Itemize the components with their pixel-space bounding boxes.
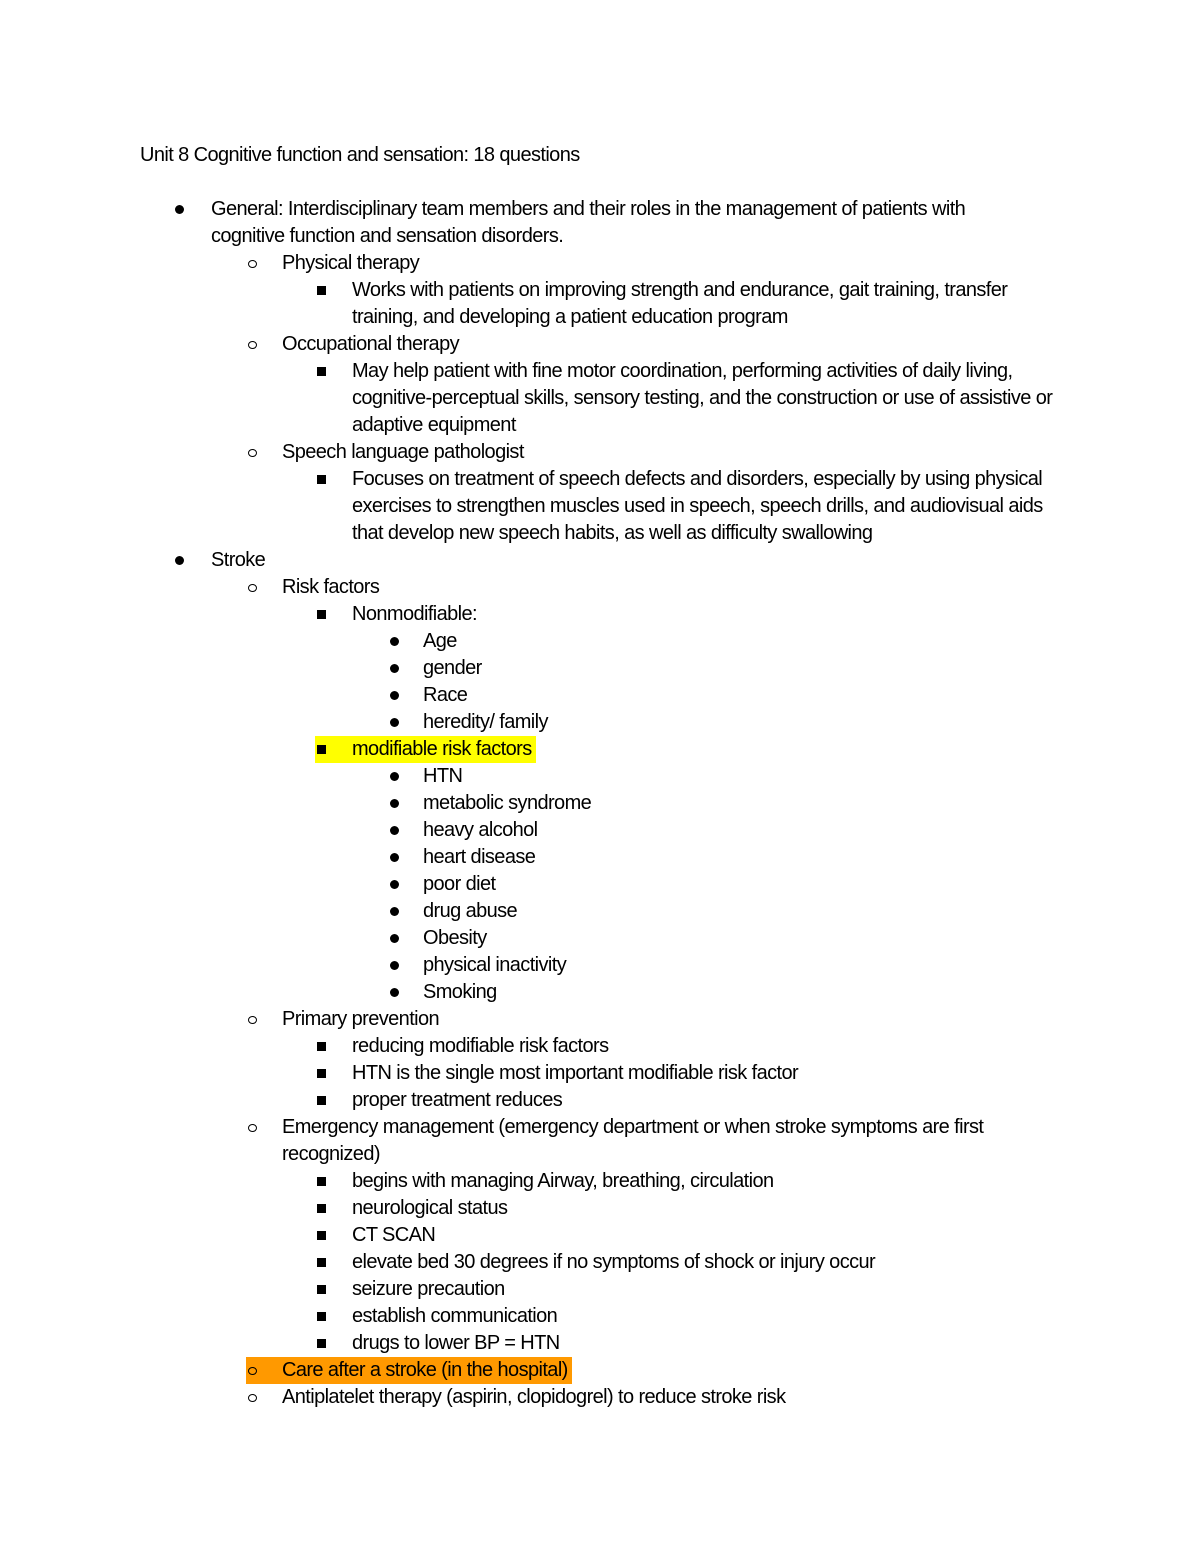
bullet-disc-icon bbox=[390, 817, 399, 844]
bullet-circle-icon bbox=[248, 1006, 257, 1033]
bullet-square-icon bbox=[317, 466, 326, 493]
bullet-disc-icon bbox=[175, 196, 184, 223]
list-item bbox=[0, 1357, 1200, 1384]
list-item bbox=[0, 1195, 1200, 1222]
list-item-text: Works with patients on improving strength and endurance, gait training, transfer training, and developing a patient education program bbox=[352, 279, 1008, 328]
list-item bbox=[0, 682, 1200, 709]
bullet-square-icon bbox=[317, 358, 326, 385]
bullet-square-icon bbox=[317, 736, 326, 763]
bullet-circle-icon bbox=[248, 1357, 257, 1384]
list-item-text: heart disease bbox=[423, 846, 536, 868]
list-item bbox=[0, 547, 1200, 574]
bullet-square-icon bbox=[317, 1276, 326, 1303]
list-item-text: drug abuse bbox=[423, 900, 518, 922]
list-item-text: Stroke bbox=[211, 549, 266, 571]
list-item-text: modifiable risk factors bbox=[352, 738, 532, 760]
list-item bbox=[0, 277, 1200, 331]
list-item-text: poor diet bbox=[423, 873, 496, 895]
bullet-square-icon bbox=[317, 1303, 326, 1330]
list-item-text: Obesity bbox=[423, 927, 487, 949]
list-item bbox=[0, 952, 1200, 979]
bullet-circle-icon bbox=[248, 331, 257, 358]
list-item bbox=[0, 1330, 1200, 1357]
list-item bbox=[0, 1384, 1200, 1411]
list-item-text: General: Interdisciplinary team members and their roles in the management of patients with cognitive function and sensation disorders. bbox=[211, 198, 966, 247]
list-item-text: neurological status bbox=[352, 1197, 508, 1219]
list-item-text: HTN bbox=[423, 765, 463, 787]
list-item-text: heavy alcohol bbox=[423, 819, 538, 841]
bullet-disc-icon bbox=[390, 952, 399, 979]
bullet-disc-icon bbox=[390, 682, 399, 709]
list-item bbox=[0, 709, 1200, 736]
list-item-text: Antiplatelet therapy (aspirin, clopidogrel) to reduce stroke risk bbox=[282, 1386, 786, 1408]
list-item bbox=[0, 871, 1200, 898]
bullet-disc-icon bbox=[390, 628, 399, 655]
list-item bbox=[0, 736, 1200, 763]
bullet-square-icon bbox=[317, 277, 326, 304]
bullet-circle-icon bbox=[248, 574, 257, 601]
bullet-square-icon bbox=[317, 1330, 326, 1357]
list-item bbox=[0, 1249, 1200, 1276]
bullet-square-icon bbox=[317, 1033, 326, 1060]
bullet-disc-icon bbox=[390, 979, 399, 1006]
list-item-text: Smoking bbox=[423, 981, 497, 1003]
list-item bbox=[0, 358, 1200, 439]
list-item bbox=[0, 196, 1200, 250]
list-item-text: Race bbox=[423, 684, 468, 706]
list-item-text: CT SCAN bbox=[352, 1224, 436, 1246]
list-item bbox=[0, 817, 1200, 844]
list-item-text: drugs to lower BP = HTN bbox=[352, 1332, 560, 1354]
list-item-text: heredity/ family bbox=[423, 711, 548, 733]
bullet-disc-icon bbox=[390, 763, 399, 790]
list-item-text: May help patient with fine motor coordination, performing activities of daily living, cognitive-perceptual skills, sensory testing, and the construction or use of assistive or adaptive equipment bbox=[352, 360, 1053, 436]
list-item bbox=[0, 466, 1200, 547]
list-item bbox=[0, 763, 1200, 790]
list-item-text: establish communication bbox=[352, 1305, 558, 1327]
list-item bbox=[0, 1303, 1200, 1330]
bullet-disc-icon bbox=[390, 655, 399, 682]
list-item-text: Care after a stroke (in the hospital) bbox=[282, 1359, 568, 1381]
list-item bbox=[0, 250, 1200, 277]
list-item bbox=[0, 1087, 1200, 1114]
list-item-text: reducing modifiable risk factors bbox=[352, 1035, 609, 1057]
list-item bbox=[0, 628, 1200, 655]
bullet-disc-icon bbox=[390, 844, 399, 871]
list-item bbox=[0, 1276, 1200, 1303]
list-item-text: Physical therapy bbox=[282, 252, 420, 274]
bullet-square-icon bbox=[317, 601, 326, 628]
list-item-text: proper treatment reduces bbox=[352, 1089, 563, 1111]
list-item-text: Speech language pathologist bbox=[282, 441, 524, 463]
list-item-text: metabolic syndrome bbox=[423, 792, 592, 814]
bullet-disc-icon bbox=[390, 871, 399, 898]
list-item bbox=[0, 331, 1200, 358]
bullet-circle-icon bbox=[248, 250, 257, 277]
list-item bbox=[0, 898, 1200, 925]
list-item bbox=[0, 439, 1200, 466]
list-item bbox=[0, 979, 1200, 1006]
list-item bbox=[0, 574, 1200, 601]
bullet-disc-icon bbox=[175, 547, 184, 574]
bullet-circle-icon bbox=[248, 1384, 257, 1411]
list-item bbox=[0, 1006, 1200, 1033]
outline-list bbox=[0, 196, 1200, 1411]
list-item bbox=[0, 655, 1200, 682]
page-title: Unit 8 Cognitive function and sensation: 18 questions bbox=[140, 144, 580, 166]
bullet-square-icon bbox=[317, 1087, 326, 1114]
bullet-disc-icon bbox=[390, 709, 399, 736]
list-item-text: physical inactivity bbox=[423, 954, 567, 976]
list-item-text: Emergency management (emergency department or when stroke symptoms are first recognized) bbox=[282, 1116, 984, 1165]
list-item bbox=[0, 790, 1200, 817]
bullet-square-icon bbox=[317, 1195, 326, 1222]
list-item bbox=[0, 1222, 1200, 1249]
list-item-text: Risk factors bbox=[282, 576, 380, 598]
bullet-disc-icon bbox=[390, 898, 399, 925]
list-item-text: gender bbox=[423, 657, 482, 679]
list-item-text: Focuses on treatment of speech defects and disorders, especially by using physical exercises to strengthen muscles used in speech, speech drills, and audiovisual aids that develop new speech habits, as well as difficulty swallowing bbox=[352, 468, 1043, 544]
list-item bbox=[0, 1168, 1200, 1195]
list-item-text: seizure precaution bbox=[352, 1278, 505, 1300]
list-item bbox=[0, 925, 1200, 952]
list-item-text: elevate bed 30 degrees if no symptoms of shock or injury occur bbox=[352, 1251, 876, 1273]
bullet-square-icon bbox=[317, 1168, 326, 1195]
list-item bbox=[0, 1060, 1200, 1087]
list-item-text: begins with managing Airway, breathing, circulation bbox=[352, 1170, 774, 1192]
bullet-square-icon bbox=[317, 1060, 326, 1087]
list-item-text: HTN is the single most important modifiable risk factor bbox=[352, 1062, 799, 1084]
bullet-disc-icon bbox=[390, 790, 399, 817]
list-item-text: Occupational therapy bbox=[282, 333, 460, 355]
list-item-text: Primary prevention bbox=[282, 1008, 440, 1030]
bullet-circle-icon bbox=[248, 439, 257, 466]
list-item bbox=[0, 601, 1200, 628]
list-item-text: Nonmodifiable: bbox=[352, 603, 478, 625]
bullet-square-icon bbox=[317, 1222, 326, 1249]
list-item-text: Age bbox=[423, 630, 457, 652]
list-item bbox=[0, 844, 1200, 871]
list-item bbox=[0, 1033, 1200, 1060]
bullet-disc-icon bbox=[390, 925, 399, 952]
bullet-square-icon bbox=[317, 1249, 326, 1276]
bullet-circle-icon bbox=[248, 1114, 257, 1141]
list-item bbox=[0, 1114, 1200, 1168]
